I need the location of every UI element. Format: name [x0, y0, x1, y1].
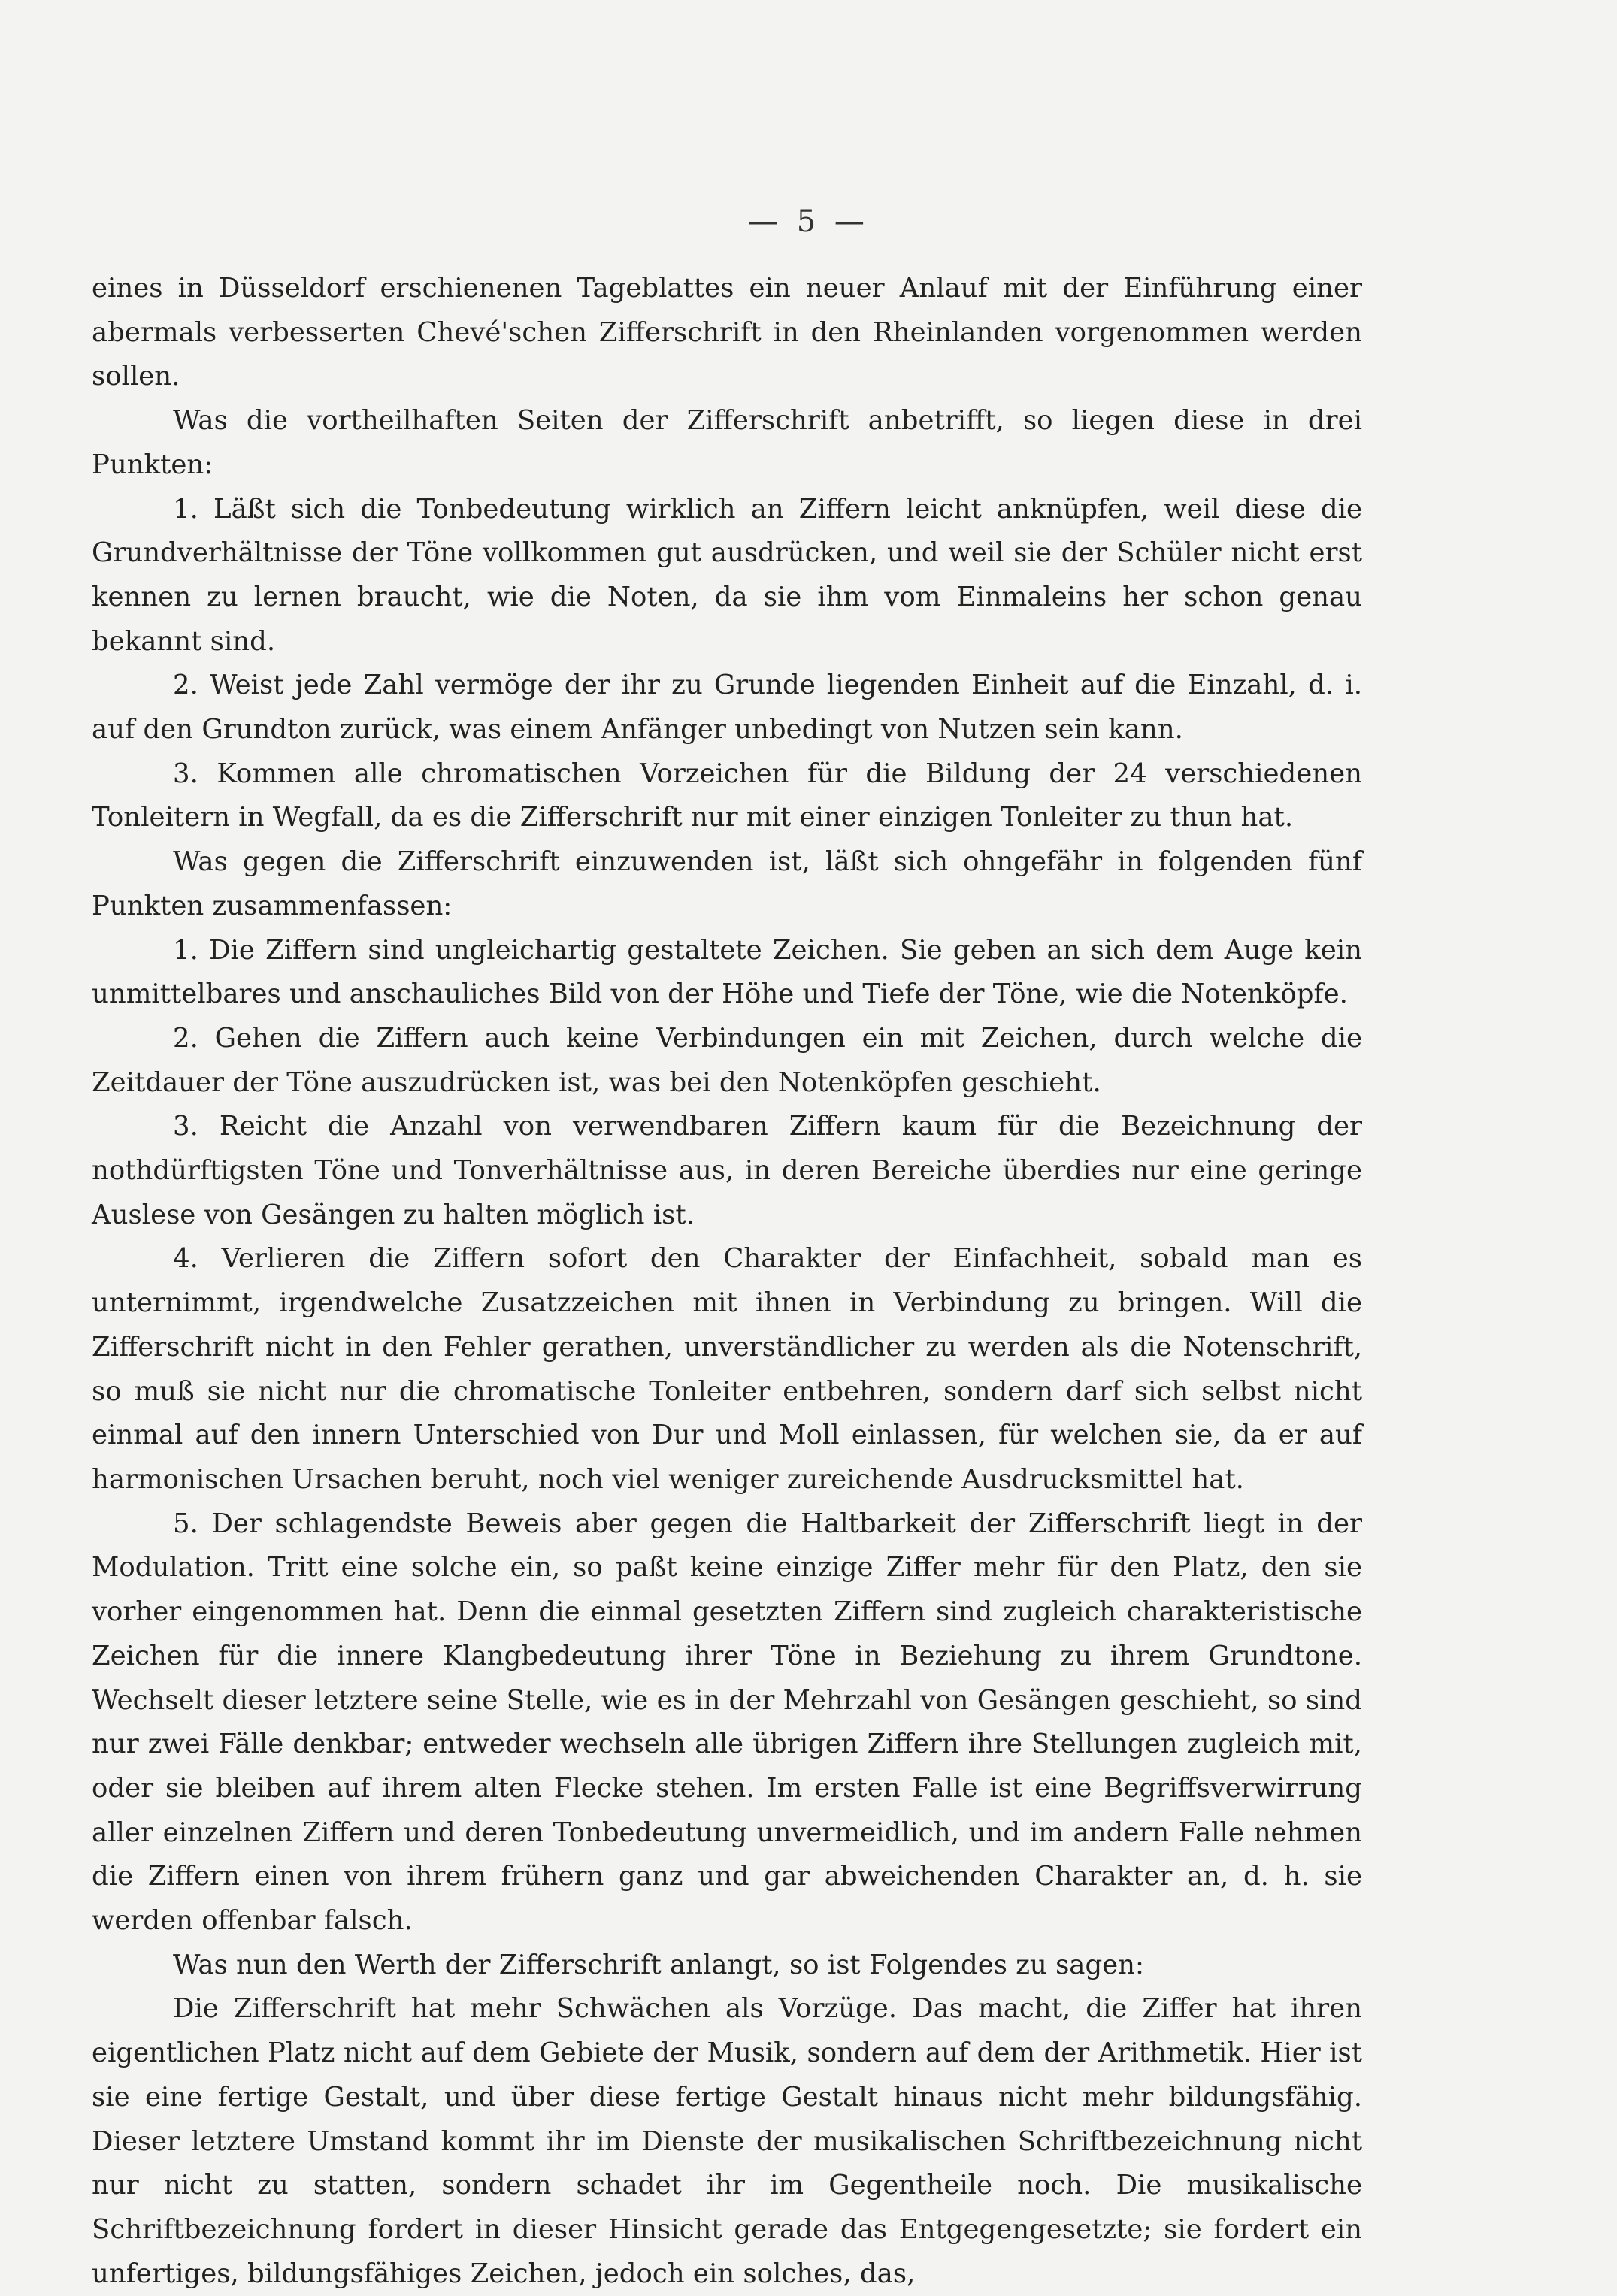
paragraph-value-intro: Was nun den Werth der Zifferschrift anlangt, so ist Folgendes zu sagen: — [173, 1949, 1145, 1980]
paragraph-advantages-intro: Was die vortheilhaften Seiten der Zifferschrift anbetrifft, so liegen diese in drei Punkten: — [92, 405, 1362, 480]
page-text-body — [92, 267, 1362, 2296]
paragraph-objections-intro: Was gegen die Zifferschrift einzuwenden ist, läßt sich ohngefähr in folgenden fünf Punkten zusammenfassen: — [92, 846, 1362, 921]
paragraph-value-body: Die Zifferschrift hat mehr Schwächen als Vorzüge. Das macht, die Ziffer hat ihren eigentlichen Platz nicht auf dem Gebiete der Musik, sondern auf dem der Arithmetik. Hier ist sie eine fertige Gestalt, und über diese fertige Gestalt hinaus nicht mehr bildungsfähig. Dieser letztere Umstand kommt ihr im Dienste der musikalischen Schriftbezeichnung nicht nur nicht zu statten, sondern schadet ihr im Gegentheile noch. Die musikalische Schriftbezeichnung fordert in dieser Hinsicht gerade das Entgegengesetzte; sie fordert ein unfertiges, bildungsfähiges Zeichen, jedoch ein solches, das, — [92, 1993, 1362, 2289]
objection-item-2: 2. Gehen die Ziffern auch keine Verbindungen ein mit Zeichen, durch welche die Zeitdauer der Töne auszudrücken ist, was bei den Notenköpfen geschieht. — [92, 1022, 1362, 1098]
objection-item-1: 1. Die Ziffern sind ungleichartig gestaltete Zeichen. Sie geben an sich dem Auge kein unmittelbares und anschauliches Bild von der Höhe und Tiefe der Töne, wie die Notenköpfe. — [92, 934, 1362, 1010]
paragraph-continuation: eines in Düsseldorf erschienenen Tageblattes ein neuer Anlauf mit der Einführung einer abermals verbesserten Chevé'schen Zifferschrift in den Rheinlanden vorgenommen werden sollen. — [92, 273, 1362, 392]
advantage-item-1: 1. Läßt sich die Tonbedeutung wirklich an Ziffern leicht anknüpfen, weil diese die Grundverhältnisse der Töne vollkommen gut ausdrücken, und weil sie der Schüler nicht erst kennen zu lernen braucht, wie die Noten, da sie ihm vom Einmaleins her schon genau bekannt sind. — [92, 493, 1362, 657]
objection-item-4: 4. Verlieren die Ziffern sofort den Charakter der Einfachheit, sobald man es unternimmt, irgendwelche Zusatzzeichen mit ihnen in Verbindung zu bringen. Will die Zifferschrift nicht in den Fehler gerathen, unverständlicher zu werden als die Notenschrift, so muß sie nicht nur die chromatische Tonleiter entbehren, sondern darf sich selbst nicht einmal auf den innern Unterschied von Dur und Moll einlassen, für welchen sie, da er auf harmonischen Ursachen beruht, noch viel weniger zureichende Ausdrucksmittel hat. — [92, 1243, 1362, 1495]
objection-item-5: 5. Der schlagendste Beweis aber gegen die Haltbarkeit der Zifferschrift liegt in der Modulation. Tritt eine solche ein, so paßt keine einzige Ziffer mehr für den Platz, den sie vorher eingenommen hat. Denn die einmal gesetzten Ziffern sind zugleich charakteristische Zeichen für die innere Klangbedeutung ihrer Töne in Beziehung zu ihrem Grundtone. Wechselt dieser letztere seine Stelle, wie es in der Mehrzahl von Gesängen geschieht, so sind nur zwei Fälle denkbar; entweder wechseln alle übrigen Ziffern ihre Stellungen zugleich mit, oder sie bleiben auf ihrem alten Flecke stehen. Im ersten Falle ist eine Begriffsverwirrung aller einzelnen Ziffern und deren Tonbedeutung unvermeidlich, und im andern Falle nehmen die Ziffern einen von ihrem frühern ganz und gar abweichenden Charakter an, d. h. sie werden offenbar falsch. — [92, 1508, 1362, 1937]
page-number-header: — 5 — — [748, 204, 869, 239]
advantage-item-2: 2. Weist jede Zahl vermöge der ihr zu Grunde liegenden Einheit auf die Einzahl, d. i. auf den Grundton zurück, was einem Anfänger unbedingt von Nutzen sein kann. — [92, 670, 1362, 746]
advantage-item-3: 3. Kommen alle chromatischen Vorzeichen für die Bildung der 24 verschiedenen Tonleitern in Wegfall, da es die Zifferschrift nur mit einer einzigen Tonleiter zu thun hat. — [92, 758, 1362, 833]
objection-item-3: 3. Reicht die Anzahl von verwendbaren Ziffern kaum für die Bezeichnung der nothdürftigsten Töne und Tonverhältnisse aus, in deren Bereiche überdies nur eine geringe Auslese von Gesängen zu halten möglich ist. — [92, 1111, 1362, 1230]
